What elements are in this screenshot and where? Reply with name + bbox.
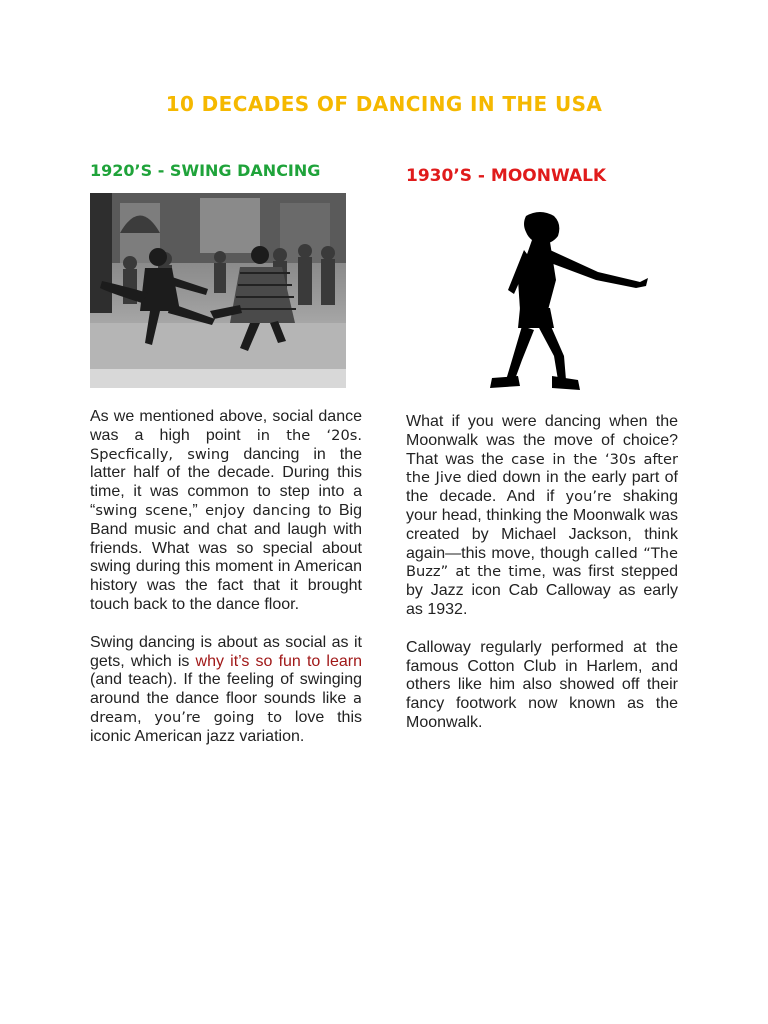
text-run: As we mentioned above, social dance was a high point [90,408,362,444]
moonwalk-silhouette-art [468,210,653,396]
right-column-text [406,413,678,752]
text-run: to Big Band music and chat and laugh with friends. What was so special about swing during this moment in American history was the fact that it brought touch back to the dance floor. [90,501,362,613]
text-run: ,” [187,501,206,519]
text-run: enjoy dancing [205,501,311,519]
section-heading-1930s: 1930’S - MOONWALK [406,166,607,186]
text-run: , was first stepped by Jazz icon Cab Calloway as early as 1932. [406,563,678,618]
swing-dancing-photo-art [90,193,346,388]
swing-dancing-photo [90,193,346,388]
paragraph-swing-social [90,634,362,747]
text-run: dancing in the latter half of the decade. During this time, it was common to step into a “ [90,445,362,519]
text-run: you’re going to [154,708,283,726]
text-run: in the ‘20s. Specfically, swing [90,426,362,463]
text-run: died down in the early part of the decade. And if [406,469,678,506]
text-run: , [137,708,155,726]
paragraph-moonwalk-history [406,413,678,620]
text-run: What if you were dancing when the Moonwalk was the move of choice? That was the [406,413,678,468]
text-run: swing scene [95,501,188,519]
page-title: 10 DECADES OF DANCING IN THE USA [165,92,603,116]
text-run: love this iconic American jazz variation. [90,708,362,745]
text-run: case in the ‘30s after the Jive [406,450,678,487]
text-run: Swing dancing is about as social as it gets, which is [90,633,362,670]
moonwalk-silhouette [468,210,653,396]
left-column-text [90,408,362,766]
text-run: shaking your head, thinking the Moonwalk was created by Michael Jackson, think again—this move, though [406,488,679,562]
text-run: you’re [565,488,612,506]
section-heading-1920s: 1920’S - SWING DANCING [90,161,321,180]
text-run: called “The Buzz” at the time [406,544,678,581]
text-run: a dream [90,690,362,726]
why-its-fun-link[interactable]: why it’s so fun to learn [195,652,362,670]
paragraph-calloway: Calloway regularly performed at the famous Cotton Club in Harlem, and others like him also showed off their fancy footwork now known as the Moonwalk. [406,638,678,731]
paragraph-swing-history [90,408,362,615]
text-run: (and teach). If the feeling of swinging around the dance floor sounds like [90,671,362,708]
